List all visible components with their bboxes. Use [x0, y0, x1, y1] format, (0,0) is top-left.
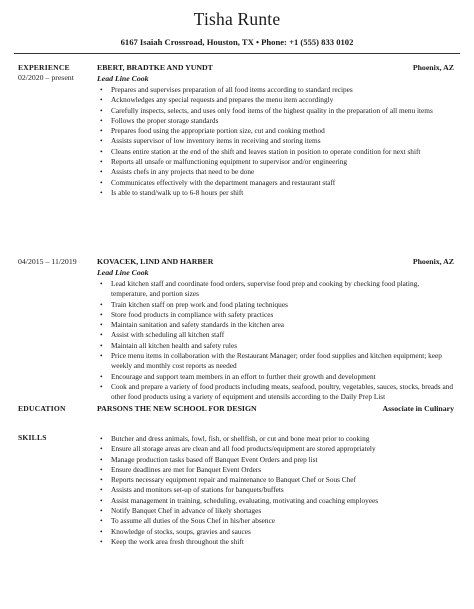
contact-line: 6167 Isaiah Crossroad, Houston, TX • Phone: +1 (555) 833 0102: [120, 37, 354, 47]
list-item: • Reports necessary equipment repair and maintenance to Banquet Chef or Sous Chef: [97, 475, 454, 485]
list-item: • To assume all duties of the Sous Chef in his/her absence: [97, 516, 454, 526]
job-2-dates: 04/2015 – 11/2019: [18, 257, 77, 266]
list-item: • Manage production tasks based off Banquet Event Orders and prep list: [97, 455, 454, 465]
list-item: • Maintain all kitchen health and safety rules: [97, 341, 454, 351]
list-item: • Cook and prepare a variety of food products including meats, seafood, poultry, vegetables, sauces, stocks, breads and other food products using a variety of equipment and utensils according to the Daily Prep List: [97, 382, 454, 403]
list-item: • Lead kitchen staff and coordinate food orders, supervise food prep and cooking by checking food plating, temperature, and portion sizes: [97, 279, 454, 300]
job-1-location: Phoenix, AZ: [412, 63, 454, 72]
education-label: EDUCATION: [18, 404, 66, 413]
experience-label: EXPERIENCE: [18, 63, 70, 72]
list-item: • Acknowledges any special requests and prepares the menu item accordingly: [97, 95, 454, 105]
skills-label: SKILLS: [18, 433, 47, 442]
list-item: • Butcher and dress animals, fowl, fish, or shellfish, or cut and bone meat prior to cooking: [97, 434, 454, 444]
list-item: • Train kitchen staff on prep work and food plating techniques: [97, 300, 454, 310]
list-item: • Assists and monitors set-up of stations for banquets/buffets: [97, 485, 454, 495]
list-item: • Prepares food using the appropriate portion size, cut and cooking method: [97, 126, 454, 136]
candidate-name: Tisha Runte: [193, 9, 281, 29]
job-1-bullets: [97, 85, 454, 198]
list-item: • Keep the work area fresh throughout the shift: [97, 537, 454, 547]
job-2-company: KOVACEK, LIND AND HARBER: [97, 257, 214, 266]
job-2-location: Phoenix, AZ: [412, 257, 454, 266]
job-2-bullets: [97, 279, 454, 403]
list-item: • Ensure all storage areas are clean and all food products/equipment are stored appropriately: [97, 444, 454, 454]
list-item: • Cleans entire station at the end of the shift and leaves station in position to operate condition for next shift: [97, 147, 454, 157]
list-item: • Knowledge of stocks, soups, gravies and sauces: [97, 527, 454, 537]
list-item: • Notify Banquet Chef in advance of likely shortages: [97, 506, 454, 516]
list-item: • Communicates effectively with the department managers and restaurant staff: [97, 178, 454, 188]
list-item: • Is able to stand/walk up to 6-8 hours per shift: [97, 188, 454, 198]
list-item: • Encourage and support team members in an effort to further their growth and development: [97, 372, 454, 382]
job-1-company: EBERT, BRADTKE AND YUNDT: [97, 63, 213, 72]
list-item: • Prepares and supervises preparation of all food items according to standard recipes: [97, 85, 454, 95]
list-item: • Assists supervisor of low inventory items in receiving and storing items: [97, 136, 454, 146]
list-item: • Reports all unsafe or malfunctioning equipment to supervisor and/or engineering: [97, 157, 454, 167]
education-school: PARSONS THE NEW SCHOOL FOR DESIGN: [97, 404, 257, 413]
job-2-header: [97, 257, 454, 266]
list-item: • Assist with scheduling all kitchen staff: [97, 330, 454, 340]
list-item: • Price menu items in collaboration with the Restaurant Manager; order food supplies and kitchen equipment; keep weekly and monthly cost reports as needed: [97, 351, 454, 372]
list-item: • Carefully inspects, selects, and uses only food items of the highest quality in the preparation of all menu items: [97, 106, 454, 116]
list-item: • Follows the proper storage standards: [97, 116, 454, 126]
job-1-header: [97, 63, 454, 72]
job-1-title: Lead Line Cook: [97, 74, 149, 83]
list-item: • Maintain sanitation and safety standards in the kitchen area: [97, 320, 454, 330]
job-2-title: Lead Line Cook: [97, 268, 149, 277]
list-item: • Ensure deadlines are met for Banquet Event Orders: [97, 465, 454, 475]
list-item: • Assist management in training, scheduling, evaluating, motivating and coaching employees: [97, 496, 454, 506]
list-item: • Assists chefs in any projects that need to be done: [97, 167, 454, 177]
header-divider: [14, 53, 460, 54]
education-entry: [97, 404, 454, 413]
job-1-dates: 02/2020 – present: [18, 73, 74, 82]
skills-list: [97, 434, 454, 547]
list-item: • Store food products in compliance with safety practices: [97, 310, 454, 320]
education-degree: Associate in Culinary: [382, 404, 454, 413]
